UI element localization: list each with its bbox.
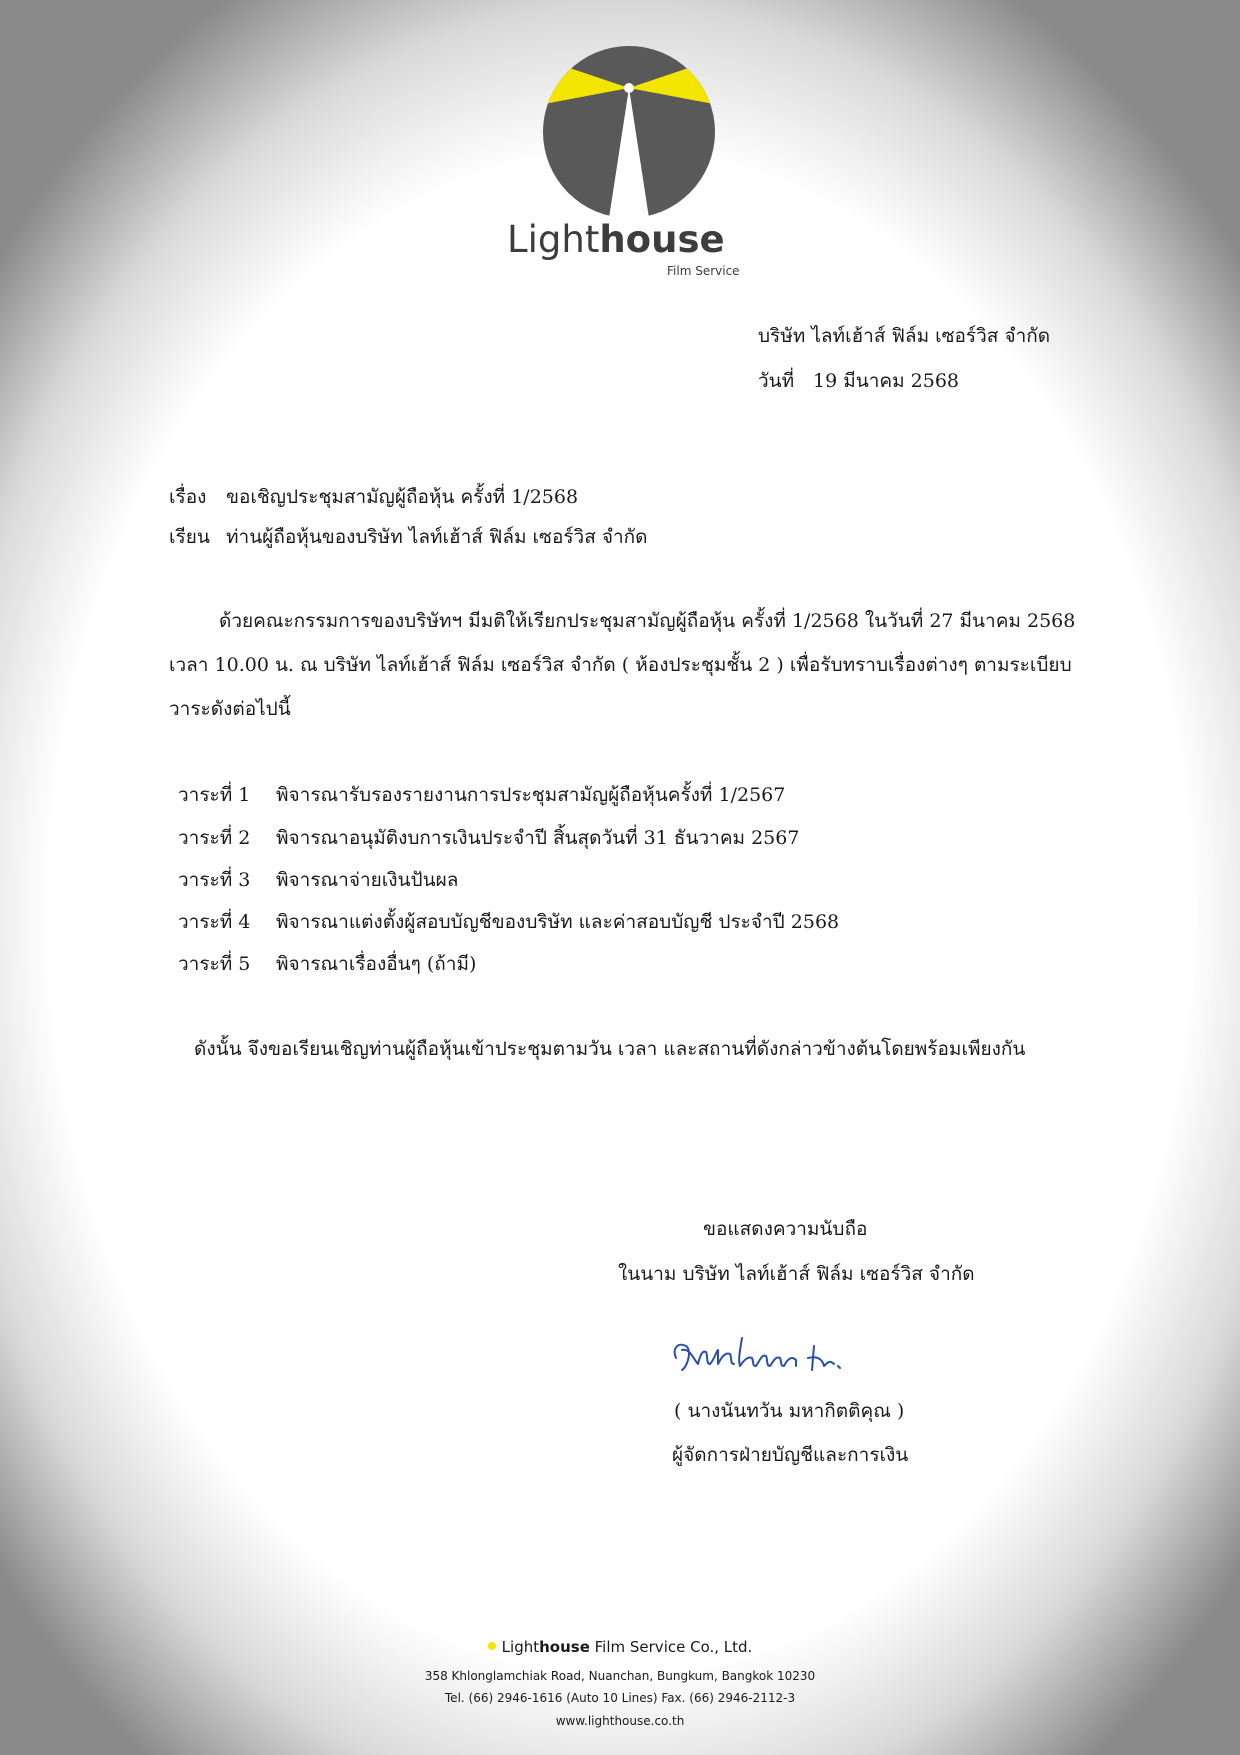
on-behalf-text: ในนาม บริษัท ไลท์เฮ้าส์ ฟิล์ม เซอร์วิส จำกัด <box>618 1263 975 1285</box>
regards-text: ขอแสดงความนับถือ <box>703 1218 868 1240</box>
logo-subtitle: Film Service <box>667 264 740 278</box>
company-logo <box>505 46 755 286</box>
agenda-item-text: พิจารณาแต่งตั้งผู้สอบบัญชีของบริษัท และค่าสอบบัญชี ประจำปี 2568 <box>276 911 840 933</box>
date-value: 19 มีนาคม 2568 <box>813 370 960 392</box>
body-paragraph-line: เวลา 10.00 น. ณ บริษัท ไลท์เฮ้าส์ ฟิล์ม เซอร์วิส จำกัด ( ห้องประชุมชั้น 2 ) เพื่อรับทราบเรื่องต่างๆ ตามระเบียบ <box>169 654 1072 676</box>
subject-text: ขอเชิญประชุมสามัญผู้ถือหุ้น ครั้งที่ 1/2568 <box>226 486 579 508</box>
footer-company-name: Lighthouse Film Service Co., Ltd. <box>0 1640 1240 1655</box>
date-label: วันที่ <box>758 370 795 392</box>
recipient-label: เรียน <box>169 526 210 548</box>
signer-title: ผู้จัดการฝ่ายบัญชีและการเงิน <box>672 1444 909 1466</box>
footer-website-link[interactable]: www.lighthouse.co.th <box>555 1714 685 1728</box>
footer-address: 358 Khlonglamchiak Road, Nuanchan, Bungkum, Bangkok 10230 <box>424 1669 816 1683</box>
lighthouse-logo-icon <box>534 46 724 218</box>
footer-phone: Tel. (66) 2946-1616 (Auto 10 Lines) Fax. (66) 2946-2112-3 <box>444 1691 796 1705</box>
yellow-dot-icon <box>488 1642 496 1650</box>
body-paragraph-line: วาระดังต่อไปนี้ <box>169 698 291 720</box>
company-name-header: บริษัท ไลท์เฮ้าส์ ฟิล์ม เซอร์วิส จำกัด <box>758 325 1051 347</box>
agenda-item-label: วาระที่ 3 <box>178 869 251 891</box>
logo-wordmark: Lighthouse <box>507 218 725 261</box>
agenda-item-text: พิจารณาจ่ายเงินปันผล <box>276 869 459 891</box>
agenda-item-text: พิจารณาอนุมัติงบการเงินประจำปี สิ้นสุดวันที่ 31 ธันวาคม 2567 <box>276 827 800 849</box>
agenda-item-label: วาระที่ 2 <box>178 827 251 849</box>
agenda-item-label: วาระที่ 5 <box>178 953 251 975</box>
agenda-item-label: วาระที่ 4 <box>178 911 251 933</box>
subject-label: เรื่อง <box>169 486 207 508</box>
handwritten-signature <box>668 1320 868 1380</box>
signer-name: ( นางนันทวัน มหากิตติคุณ ) <box>674 1400 905 1422</box>
agenda-item-label: วาระที่ 1 <box>178 784 251 806</box>
closing-paragraph: ดังนั้น จึงขอเรียนเชิญท่านผู้ถือหุ้นเข้าประชุมตามวัน เวลา และสถานที่ดังกล่าวข้างต้นโดยพร้อมเพียงกัน <box>194 1038 1026 1060</box>
recipient-text: ท่านผู้ถือหุ้นของบริษัท ไลท์เฮ้าส์ ฟิล์ม เซอร์วิส จำกัด <box>226 526 648 548</box>
body-paragraph-line: ด้วยคณะกรรมการของบริษัทฯ มีมติให้เรียกประชุมสามัญผู้ถือหุ้น ครั้งที่ 1/2568 ในวันที่ 27 มีนาคม 2568 <box>219 610 1076 632</box>
agenda-item-text: พิจารณารับรองรายงานการประชุมสามัญผู้ถือหุ้นครั้งที่ 1/2567 <box>276 784 786 806</box>
agenda-item-text: พิจารณาเรื่องอื่นๆ (ถ้ามี) <box>276 953 477 975</box>
